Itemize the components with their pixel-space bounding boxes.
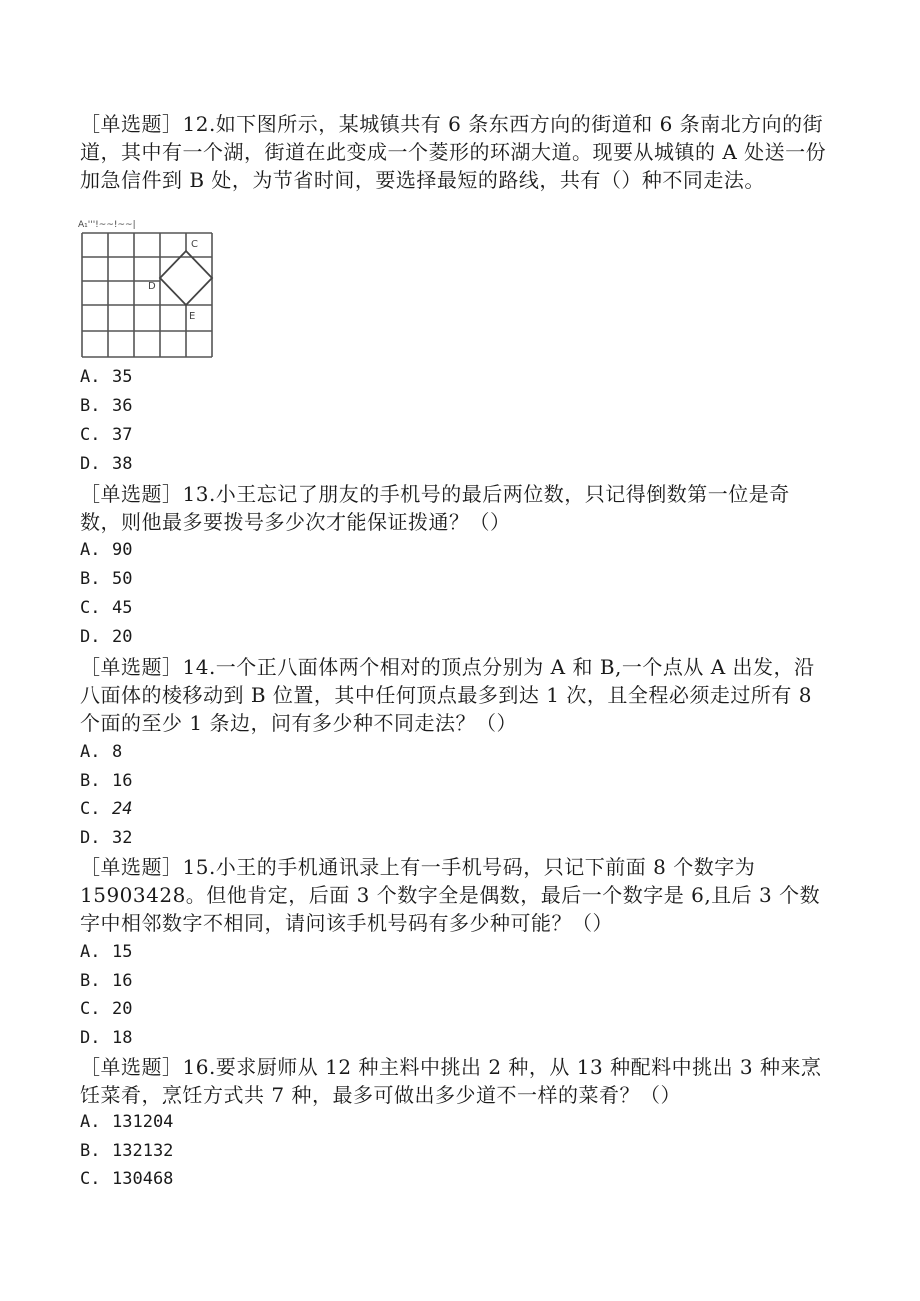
point-d-label: D bbox=[148, 281, 156, 292]
question-15-option-b: B. 16 bbox=[80, 971, 133, 991]
question-16-text: ［单选题］16.要求厨师从 12 种主料中挑出 2 种，从 13 种配料中挑出 3 种来烹饪菜肴，烹饪方式共 7 种，最多可做出多少道不一样的菜肴？（） bbox=[80, 1055, 822, 1107]
figure-label: A₁'''!~~!~~| bbox=[78, 220, 136, 230]
question-12-option-b: B. 36 bbox=[80, 396, 133, 416]
point-c-label: C bbox=[191, 239, 198, 250]
question-16-option-a: A. 131204 bbox=[80, 1112, 174, 1132]
question-14-text: ［单选题］14.一个正八面体两个相对的顶点分别为 A 和 B,一个点从 A 出发，沿八面体的棱移动到 B 位置，其中任何顶点最多到达 1 次，且全程必须走过所有 8 个面的至少 1 条边，问有多少种不同走法？（） bbox=[80, 655, 815, 735]
question-14-option-a: A. 8 bbox=[80, 742, 123, 762]
question-14-option-d: D. 32 bbox=[80, 828, 133, 848]
question-12-option-a: A. 35 bbox=[80, 367, 133, 387]
question-14-option-c: C. 24 bbox=[80, 799, 133, 819]
question-15-option-d: D. 18 bbox=[80, 1028, 133, 1048]
question-16-option-b: B. 132132 bbox=[80, 1141, 174, 1161]
question-13-option-b: B. 50 bbox=[80, 569, 133, 589]
question-13-text: ［单选题］13.小王忘记了朋友的手机号的最后两位数，只记得倒数第一位是奇数，则他最多要拨号多少次才能保证拨通？（） bbox=[80, 482, 790, 534]
question-14-option-b: B. 16 bbox=[80, 771, 133, 791]
question-15-option-a: A. 15 bbox=[80, 942, 133, 962]
question-12-option-d: D. 38 bbox=[80, 454, 133, 474]
question-15-option-c: C. 20 bbox=[80, 999, 133, 1019]
question-13-option-c: C. 45 bbox=[80, 598, 133, 618]
point-e-label: E bbox=[189, 311, 196, 322]
question-12-text: ［单选题］12.如下图所示，某城镇共有 6 条东西方向的街道和 6 条南北方向的街道，其中有一个湖，街道在此变成一个菱形的环湖大道。现要从城镇的 A 处送一份加急信件到 B 处，为节省时间，要选择最短的路线，共有（）种不同走法。 bbox=[80, 112, 827, 192]
question-16-option-c: C. 130468 bbox=[80, 1169, 174, 1189]
street-grid-figure bbox=[78, 229, 218, 361]
question-15-text: ［单选题］15.小王的手机通讯录上有一手机号码，只记下前面 8 个数字为 15903428。但他肯定，后面 3 个数字全是偶数，最后一个数字是 6,且后 3 个数字中相邻数字不相同，请问该手机号码有多少种可能？（） bbox=[80, 855, 821, 935]
question-13-option-a: A. 90 bbox=[80, 540, 133, 560]
question-12-option-c: C. 37 bbox=[80, 425, 133, 445]
question-13-option-d: D. 20 bbox=[80, 627, 133, 647]
